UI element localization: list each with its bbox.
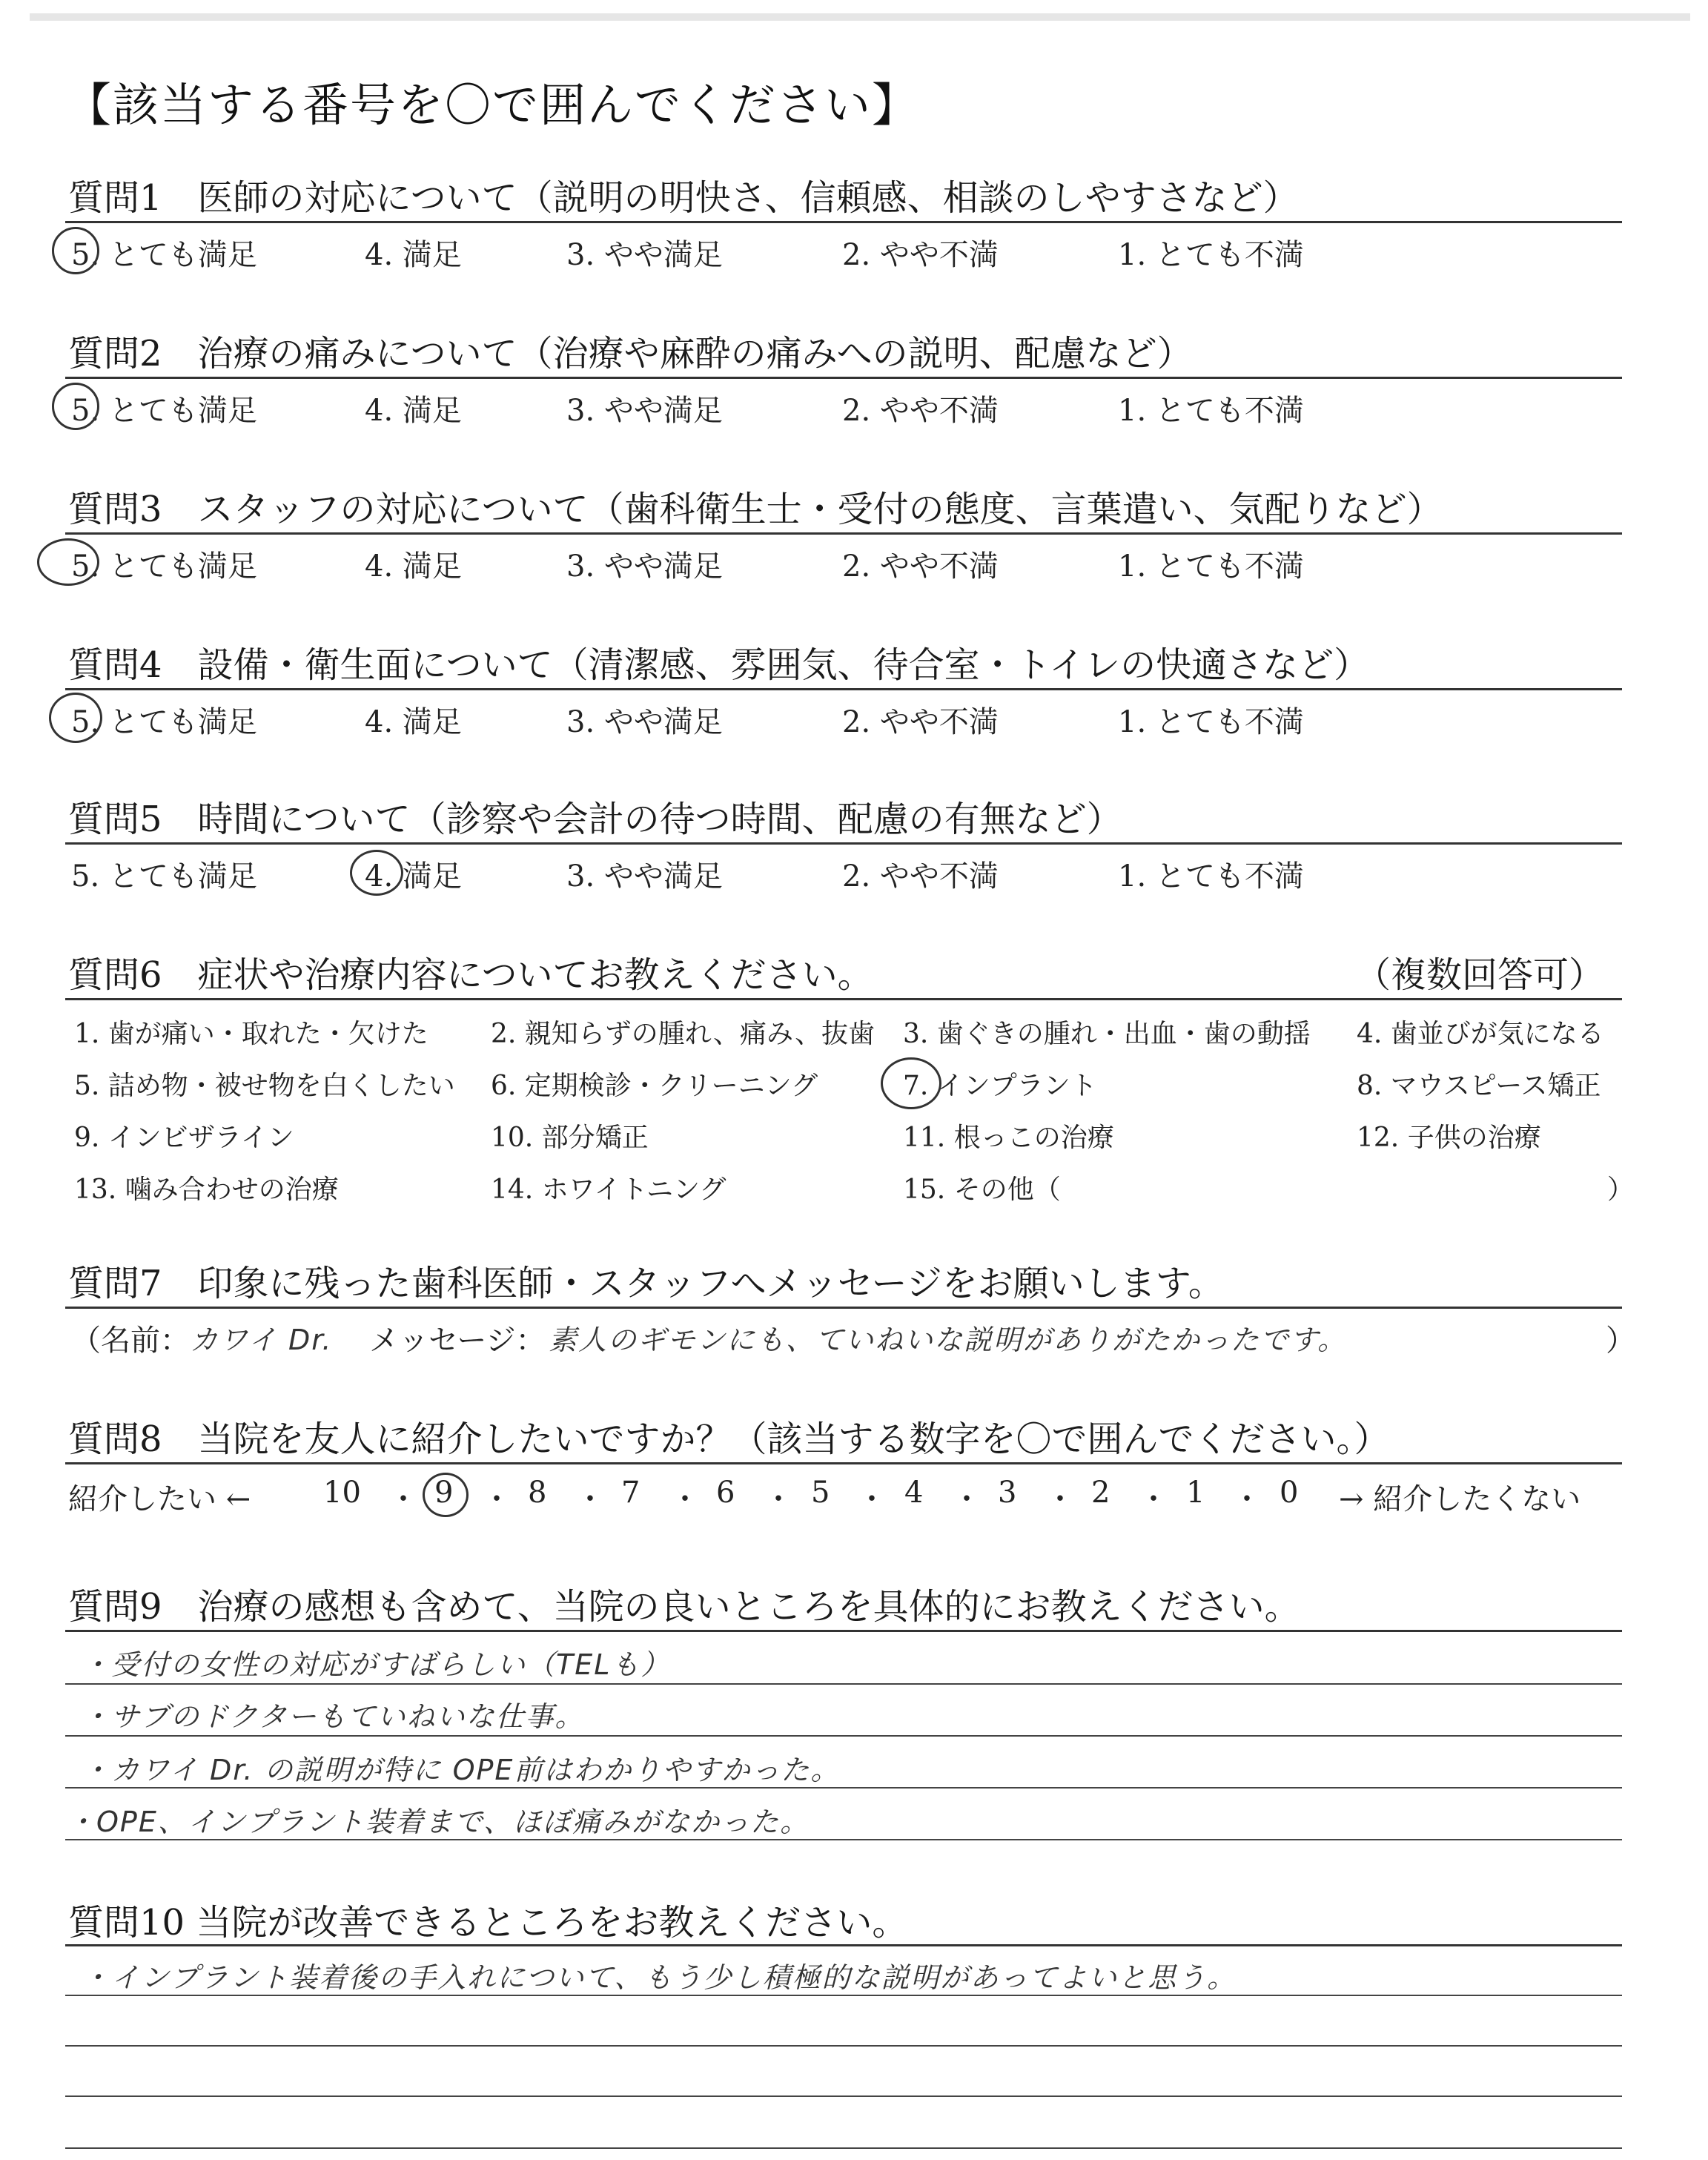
q8-dot: ・ bbox=[857, 1482, 887, 1516]
q4-option-1[interactable]: 1. とても不満 bbox=[1118, 705, 1304, 739]
q4-option-3[interactable]: 3. やや満足 bbox=[566, 705, 723, 739]
page-header: 【該当する番号を〇で囲んでください】 bbox=[65, 78, 920, 132]
q1-option-2[interactable]: 2. やや不満 bbox=[842, 238, 999, 272]
q6-item-14[interactable]: 14. ホワイトニング bbox=[491, 1175, 726, 1205]
q8-dot: ・ bbox=[482, 1482, 512, 1516]
q6-item-15-close: ） bbox=[1607, 1175, 1635, 1205]
q6-item-2[interactable]: 2. 親知らずの腫れ、痛み、抜歯 bbox=[491, 1019, 875, 1049]
q3-option-3[interactable]: 3. やや満足 bbox=[566, 549, 723, 584]
q1-option-5[interactable]: 5. とても満足 bbox=[71, 238, 257, 272]
q4-option-4[interactable]: 4. 満足 bbox=[365, 705, 462, 739]
q9-writing-line bbox=[65, 1839, 1622, 1840]
question-2-title: 質問2 治療の痛みについて（治療や麻酔の痛みへの説明、配慮など） bbox=[68, 333, 1193, 374]
question-1-title: 質問1 医師の対応について（説明の明快さ、信頼感、相談のしやすさなど） bbox=[68, 177, 1299, 219]
q10-writing-line bbox=[65, 2147, 1622, 2149]
q5-selection-circle bbox=[350, 850, 403, 896]
q8-dot: ・ bbox=[1232, 1482, 1262, 1516]
question-1-rule bbox=[65, 221, 1622, 223]
q8-left-label: 紹介したい ← bbox=[68, 1482, 251, 1516]
q5-option-5[interactable]: 5. とても満足 bbox=[71, 859, 257, 894]
q6-item-11[interactable]: 11. 根っこの治療 bbox=[903, 1123, 1114, 1153]
q1-selection-circle bbox=[52, 227, 99, 274]
q8-score-3[interactable]: 3 bbox=[998, 1476, 1017, 1510]
q7-message-value[interactable]: 素人のギモンにも、ていねいな説明がありがたかったです。 bbox=[549, 1324, 1347, 1356]
question-7-title: 質問7 印象に残った歯科医師・スタッフへメッセージをお願いします。 bbox=[68, 1263, 1224, 1304]
q1-option-4[interactable]: 4. 満足 bbox=[365, 238, 462, 272]
q3-option-1[interactable]: 1. とても不満 bbox=[1118, 549, 1304, 584]
q8-dot: ・ bbox=[670, 1482, 700, 1516]
q9-answer-line-4[interactable]: ・OPE、インプラント装着まで、ほぼ痛みがなかった。 bbox=[67, 1806, 810, 1838]
q8-score-2[interactable]: 2 bbox=[1091, 1476, 1110, 1510]
q9-writing-line bbox=[65, 1683, 1622, 1685]
question-9-title: 質問9 治療の感想も含めて、当院の良いところを具体的にお教えください。 bbox=[68, 1586, 1300, 1628]
q8-score-0[interactable]: 0 bbox=[1280, 1476, 1299, 1510]
q2-option-2[interactable]: 2. やや不満 bbox=[842, 394, 999, 428]
question-8-rule bbox=[65, 1462, 1622, 1464]
q8-dot: ・ bbox=[764, 1482, 793, 1516]
question-2-rule bbox=[65, 377, 1622, 379]
q8-dot: ・ bbox=[575, 1482, 605, 1516]
q1-option-3[interactable]: 3. やや満足 bbox=[566, 238, 723, 272]
q4-option-2[interactable]: 2. やや不満 bbox=[842, 705, 999, 739]
q7-message-label: メッセージ： bbox=[369, 1324, 546, 1358]
question-8-title: 質問8 当院を友人に紹介したいですか？（該当する数字を〇で囲んでください。） bbox=[68, 1418, 1390, 1460]
question-9-rule bbox=[65, 1630, 1622, 1632]
q7-name-label: （名前： bbox=[71, 1324, 190, 1358]
q4-option-5[interactable]: 5. とても満足 bbox=[71, 705, 257, 739]
q6-item-10[interactable]: 10. 部分矯正 bbox=[491, 1123, 649, 1153]
q9-answer-line-3[interactable]: ・カワイ Dr. の説明が特に OPE前はわかりやすかった。 bbox=[82, 1754, 841, 1786]
q9-answer-line-2[interactable]: ・サブのドクターもていねいな仕事。 bbox=[82, 1700, 585, 1733]
q8-score-6[interactable]: 6 bbox=[716, 1476, 735, 1510]
q2-selection-circle bbox=[52, 383, 99, 430]
q10-writing-line bbox=[65, 2045, 1622, 2047]
question-10-title: 質問10 当院が改善できるところをお教えください。 bbox=[68, 1902, 908, 1943]
q6-item-9[interactable]: 9. インビザライン bbox=[74, 1123, 294, 1153]
question-7-rule bbox=[65, 1307, 1622, 1309]
question-6-note: （複数回答可） bbox=[1355, 954, 1605, 996]
q8-score-8[interactable]: 8 bbox=[528, 1476, 547, 1510]
q6-selection-circle bbox=[881, 1057, 941, 1109]
q3-option-2[interactable]: 2. やや不満 bbox=[842, 549, 999, 584]
q8-score-10[interactable]: 10 bbox=[323, 1476, 361, 1510]
q3-option-4[interactable]: 4. 満足 bbox=[365, 549, 462, 584]
q10-writing-line bbox=[65, 1995, 1622, 1996]
q6-item-8[interactable]: 8. マウスピース矯正 bbox=[1357, 1071, 1601, 1101]
top-edge-bar bbox=[30, 13, 1690, 21]
q8-selection-circle bbox=[423, 1473, 469, 1517]
q6-item-15[interactable]: 15. その他（ bbox=[903, 1175, 1061, 1205]
question-5-title: 質問5 時間について（診察や会計の待つ時間、配慮の有無など） bbox=[68, 799, 1122, 840]
q6-item-12[interactable]: 12. 子供の治療 bbox=[1357, 1123, 1541, 1153]
q6-item-1[interactable]: 1. 歯が痛い・取れた・欠けた bbox=[74, 1019, 428, 1049]
q8-dot: ・ bbox=[1139, 1482, 1168, 1516]
question-3-rule bbox=[65, 532, 1622, 535]
q6-item-6[interactable]: 6. 定期検診・クリーニング bbox=[491, 1071, 818, 1101]
q2-option-1[interactable]: 1. とても不満 bbox=[1118, 394, 1304, 428]
q8-score-7[interactable]: 7 bbox=[621, 1476, 640, 1510]
q5-option-4[interactable]: 4. 満足 bbox=[365, 859, 462, 894]
q9-writing-line bbox=[65, 1787, 1622, 1789]
q8-score-5[interactable]: 5 bbox=[811, 1476, 830, 1510]
q6-item-4[interactable]: 4. 歯並びが気になる bbox=[1357, 1019, 1604, 1049]
q6-item-13[interactable]: 13. 噛み合わせの治療 bbox=[74, 1175, 339, 1205]
q8-dot: ・ bbox=[1045, 1482, 1075, 1516]
q5-option-3[interactable]: 3. やや満足 bbox=[566, 859, 723, 894]
question-6-rule bbox=[65, 998, 1622, 1000]
q1-option-1[interactable]: 1. とても不満 bbox=[1118, 238, 1304, 272]
q8-dot: ・ bbox=[952, 1482, 982, 1516]
question-3-title: 質問3 スタッフの対応について（歯科衛生士・受付の態度、言葉遣い、気配りなど） bbox=[68, 489, 1443, 530]
q8-score-9[interactable]: 9 bbox=[434, 1476, 454, 1510]
q8-right-label: → 紹介したくない bbox=[1339, 1482, 1581, 1516]
question-5-rule bbox=[65, 842, 1622, 845]
q3-selection-circle bbox=[37, 538, 99, 586]
q2-option-3[interactable]: 3. やや満足 bbox=[566, 394, 723, 428]
q7-name-value[interactable]: カワイ Dr. bbox=[190, 1324, 333, 1356]
question-4-rule bbox=[65, 688, 1622, 690]
q10-writing-line bbox=[65, 2095, 1622, 2097]
q3-option-5[interactable]: 5. とても満足 bbox=[71, 549, 257, 584]
q9-answer-line-1[interactable]: ・受付の女性の対応がすばらしい（TELも） bbox=[82, 1648, 671, 1681]
q6-item-3[interactable]: 3. 歯ぐきの腫れ・出血・歯の動揺 bbox=[903, 1019, 1311, 1049]
q8-score-4[interactable]: 4 bbox=[904, 1476, 924, 1510]
q8-score-1[interactable]: 1 bbox=[1186, 1476, 1205, 1510]
q5-option-1[interactable]: 1. とても不満 bbox=[1118, 859, 1304, 894]
q6-item-7[interactable]: 7. インプラント bbox=[903, 1071, 1097, 1101]
q5-option-2[interactable]: 2. やや不満 bbox=[842, 859, 999, 894]
question-6-title: 質問6 症状や治療内容についてお教えください。 bbox=[68, 954, 873, 996]
q2-option-5[interactable]: 5. とても満足 bbox=[71, 394, 257, 428]
q4-selection-circle bbox=[49, 693, 102, 743]
question-10-rule bbox=[65, 1944, 1622, 1946]
q6-item-5[interactable]: 5. 詰め物・被せ物を白くしたい bbox=[74, 1071, 455, 1101]
q8-dot: ・ bbox=[388, 1482, 418, 1516]
q10-answer-line-1[interactable]: ・インプラント装着後の手入れについて、もう少し積極的な説明があってよいと思う。 bbox=[82, 1961, 1237, 1994]
q2-option-4[interactable]: 4. 満足 bbox=[365, 394, 462, 428]
question-4-title: 質問4 設備・衛生面について（清潔感、雰囲気、待合室・トイレの快適さなど） bbox=[68, 644, 1370, 686]
q9-writing-line bbox=[65, 1735, 1622, 1737]
q7-close: ） bbox=[1606, 1324, 1635, 1358]
